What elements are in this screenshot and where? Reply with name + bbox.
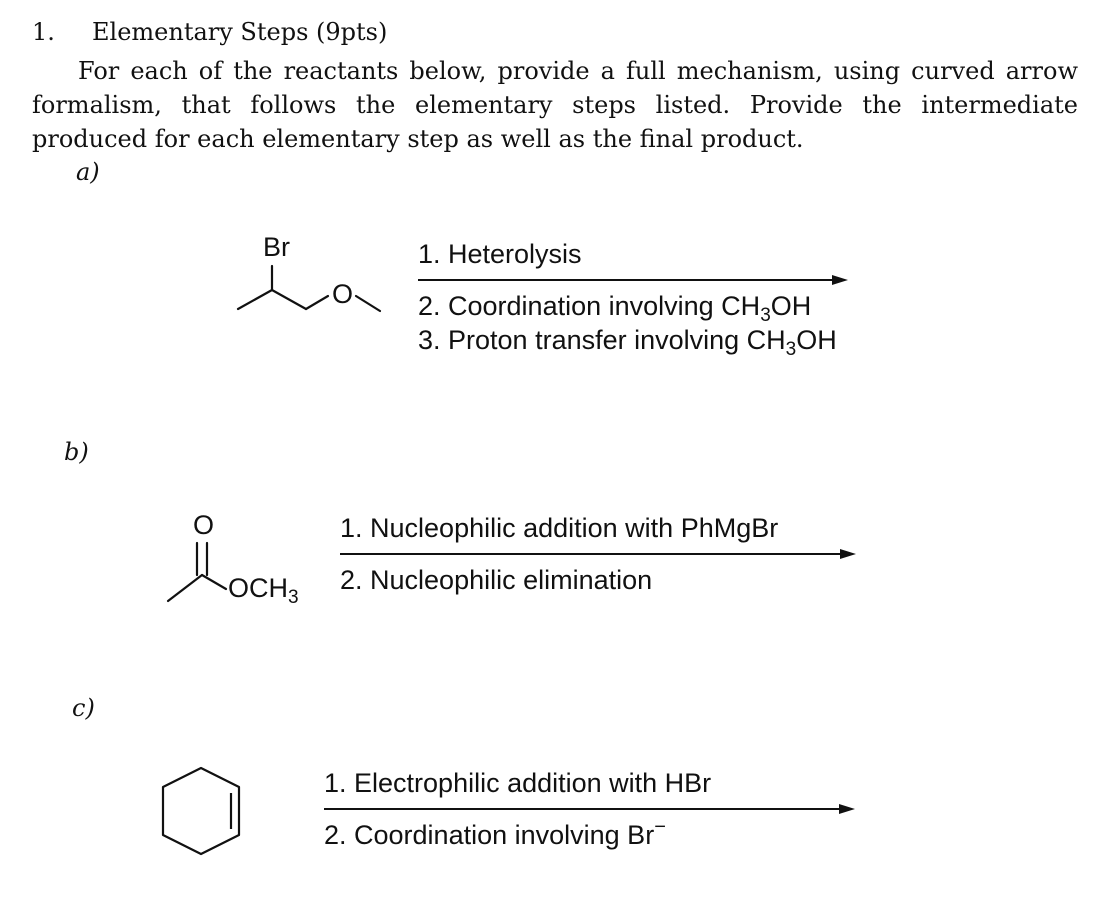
cyclohexene-ring bbox=[163, 768, 239, 854]
part-b-methoxy-text: OCH bbox=[228, 573, 288, 603]
part-c-step-2-text: 2. Coordination involving Br bbox=[324, 820, 655, 850]
part-a-step-2-subscript: 3 bbox=[760, 305, 771, 326]
part-b-label: b) bbox=[64, 438, 89, 466]
part-a-step-3-text-end: OH bbox=[796, 325, 837, 355]
part-a-step-2 bbox=[418, 291, 812, 326]
part-b-step-2-text: 2. Nucleophilic elimination bbox=[340, 565, 653, 595]
part-b-step-1-text: 1. Nucleophilic addition with PhMgBr bbox=[340, 513, 779, 543]
part-a-scheme bbox=[230, 230, 880, 360]
part-c-step-1 bbox=[324, 770, 711, 797]
part-c-step-2 bbox=[324, 816, 666, 850]
part-a-step-3-subscript: 3 bbox=[785, 339, 797, 360]
part-a-step-1 bbox=[418, 241, 582, 268]
part-b-methoxy-subscript: 3 bbox=[288, 587, 299, 608]
part-a-step-3-text: 3. Proton transfer involving CH bbox=[418, 325, 786, 355]
part-c-reaction-arrow bbox=[324, 804, 855, 814]
part-c-step-2-superscript: − bbox=[654, 816, 666, 838]
part-a-bromine-atom: Br bbox=[263, 232, 290, 262]
part-c-scheme bbox=[158, 762, 868, 862]
part-c-step-1-text: 1. Electrophilic addition with HBr bbox=[324, 768, 712, 798]
part-a-step-1-text: 1. Heterolysis bbox=[418, 239, 582, 269]
part-c-label: c) bbox=[72, 694, 95, 722]
part-b-carbonyl-oxygen-atom: O bbox=[193, 510, 215, 540]
question-title: Elementary Steps (9pts) bbox=[92, 18, 388, 46]
part-a-reaction-arrow bbox=[418, 275, 848, 285]
part-b-methoxy-group bbox=[228, 573, 299, 608]
part-a-oxygen-atom: O bbox=[332, 279, 354, 309]
part-b-step-2 bbox=[340, 567, 652, 594]
part-a-label: a) bbox=[76, 158, 100, 186]
question-instructions: For each of the reactants below, provide a full mechanism, using curved arrow formalism, that follows the elementary steps listed. Provide the intermediate produced for each elementary step as well as the final product. bbox=[32, 57, 1078, 153]
part-a-step-2-text: 2. Coordination involving CH bbox=[418, 291, 761, 321]
part-a-step-2-text-end: OH bbox=[770, 291, 812, 321]
part-b-step-1 bbox=[340, 515, 778, 542]
part-b-reaction-arrow bbox=[340, 549, 856, 559]
part-a-step-3 bbox=[418, 325, 837, 360]
question-number: 1. bbox=[32, 18, 55, 46]
part-b-scheme bbox=[160, 505, 870, 615]
